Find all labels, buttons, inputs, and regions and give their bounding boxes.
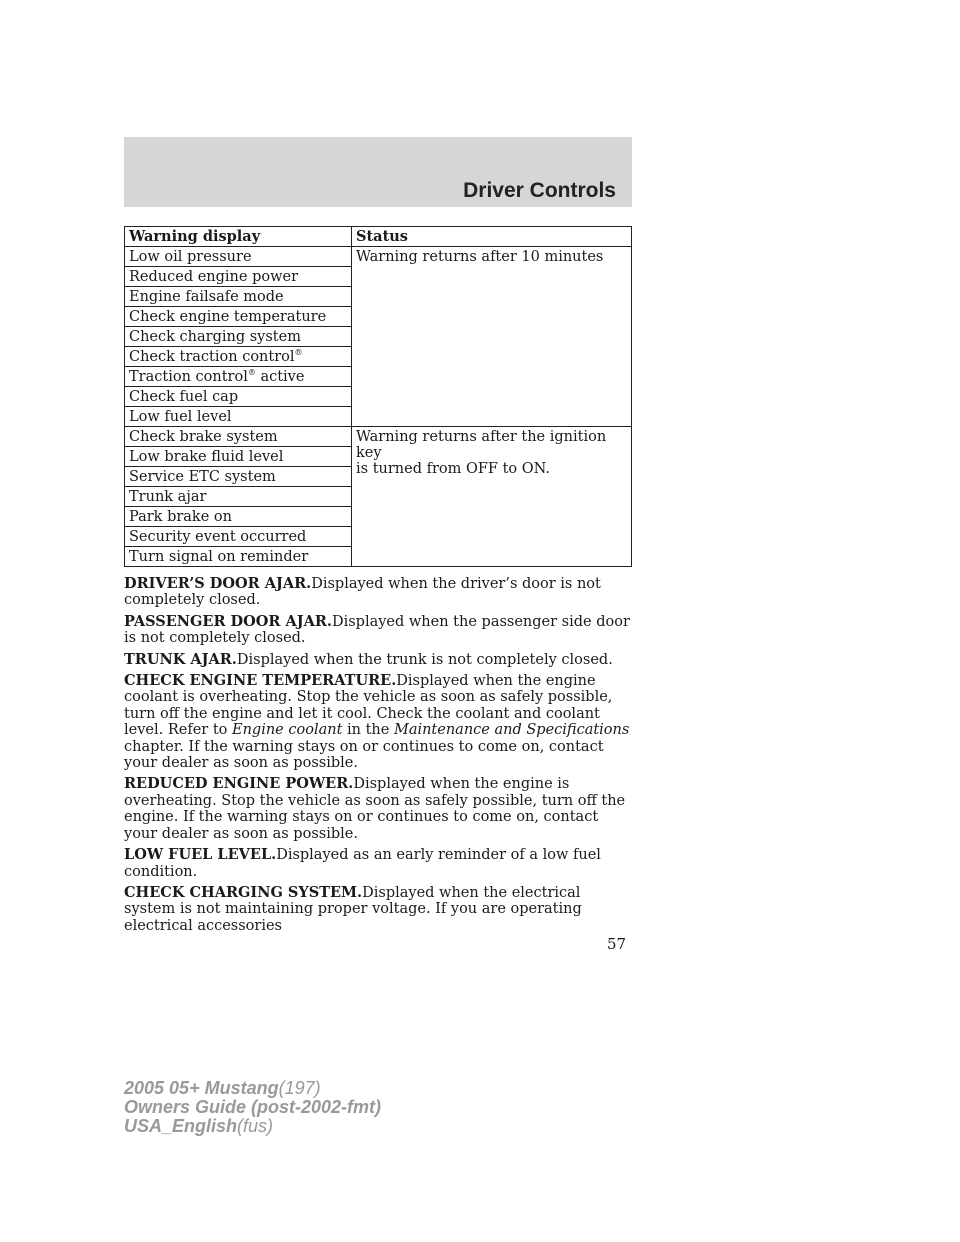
warning-cell: Reduced engine power (125, 267, 352, 287)
column-header-warning-display: Warning display (125, 227, 352, 247)
cross-reference: Engine coolant (232, 722, 343, 739)
warning-cell: Check charging system (125, 327, 352, 347)
document-footer (124, 1079, 381, 1136)
footer-line (124, 1098, 381, 1117)
status-line: is turned from OFF to ON. (356, 461, 551, 477)
warning-cell (125, 347, 352, 367)
warning-cell: Security event occurred (125, 527, 352, 547)
paragraph-term: TRUNK AJAR. (124, 650, 237, 668)
footer-line (124, 1079, 381, 1098)
paragraph-text: Displayed when the passenger side door is not completely closed. (124, 613, 630, 647)
warning-cell: Trunk ajar (125, 487, 352, 507)
column-header-status: Status (352, 227, 632, 247)
paragraph-trunk-ajar (124, 652, 634, 668)
table-row (125, 247, 632, 267)
footer-guide: Owners Guide (post-2002-fmt) (124, 1097, 382, 1117)
footer-code: (197) (278, 1078, 321, 1098)
paragraph-text: Displayed when the engine coolant is overheating. Stop the vehicle as soon as safely possible, turn off the engine and let it cool. Check the coolant and coolant level. Refer to (124, 673, 613, 739)
paragraph-term: PASSENGER DOOR AJAR. (124, 612, 332, 630)
paragraph-text: Displayed when the electrical system is not maintaining proper voltage. If you are operating electrical accessories (124, 884, 582, 934)
paragraph-drivers-door-ajar (124, 576, 634, 609)
paragraph-text: chapter. If the warning stays on or continues to come on, contact your dealer as soon as possible. (124, 738, 604, 772)
warning-cell: Low brake fluid level (125, 447, 352, 467)
paragraph-text: Displayed when the trunk is not completely closed. (236, 651, 613, 668)
status-line: Warning returns after the ignition key (356, 429, 607, 461)
warning-cell: Park brake on (125, 507, 352, 527)
warning-cell: Check brake system (125, 427, 352, 447)
paragraph-term: CHECK CHARGING SYSTEM. (124, 883, 363, 901)
footer-language: USA_English (124, 1116, 238, 1136)
status-cell (352, 427, 632, 567)
warning-cell: Engine failsafe mode (125, 287, 352, 307)
section-title: Driver Controls (463, 179, 616, 202)
paragraph-term: LOW FUEL LEVEL. (124, 846, 277, 864)
warning-display-table (124, 226, 632, 567)
paragraph-text: Displayed when the driver’s door is not completely closed. (124, 576, 601, 609)
table-header-row (125, 227, 632, 247)
table-row (125, 427, 632, 447)
paragraph-term: DRIVER’S DOOR AJAR. (124, 575, 312, 592)
cross-reference: Maintenance and Specifications (393, 722, 630, 739)
warning-text-suffix: active (260, 369, 305, 385)
paragraph-text: in the (347, 722, 390, 739)
footer-line (124, 1117, 381, 1136)
paragraph-term: REDUCED ENGINE POWER. (124, 775, 354, 793)
warning-cell (125, 367, 352, 387)
warning-text: Traction control (129, 369, 248, 385)
footer-model: 2005 05+ Mustang (124, 1078, 279, 1098)
paragraph-check-charging-system (124, 885, 634, 934)
warning-cell: Service ETC system (125, 467, 352, 487)
warning-cell: Turn signal on reminder (125, 547, 352, 567)
warning-cell: Low fuel level (125, 407, 352, 427)
warning-cell: Low oil pressure (125, 247, 352, 267)
paragraph-check-engine-temperature (124, 673, 634, 771)
paragraph-passenger-door-ajar (124, 614, 634, 647)
paragraph-reduced-engine-power (124, 776, 634, 842)
section-header-band (124, 137, 632, 207)
page-number: 57 (607, 935, 627, 953)
footer-code: (fus) (237, 1116, 274, 1136)
warning-cell: Check engine temperature (125, 307, 352, 327)
body-text (124, 576, 634, 939)
paragraph-term: CHECK ENGINE TEMPERATURE. (124, 672, 397, 690)
warning-text: Check traction control (129, 349, 295, 365)
trademark-symbol: ® (247, 368, 256, 377)
paragraph-low-fuel-level (124, 847, 634, 880)
paragraph-text: Displayed when the engine is overheating. Stop the vehicle as soon as safely possible, turn off the engine. If the warning stays on or continues to come on, contact your dealer as soon as possible. (124, 776, 626, 842)
paragraph-text: Displayed as an early reminder of a low fuel condition. (124, 847, 601, 880)
trademark-symbol: ® (294, 348, 303, 357)
warning-cell: Check fuel cap (125, 387, 352, 407)
status-cell: Warning returns after 10 minutes (352, 247, 632, 427)
